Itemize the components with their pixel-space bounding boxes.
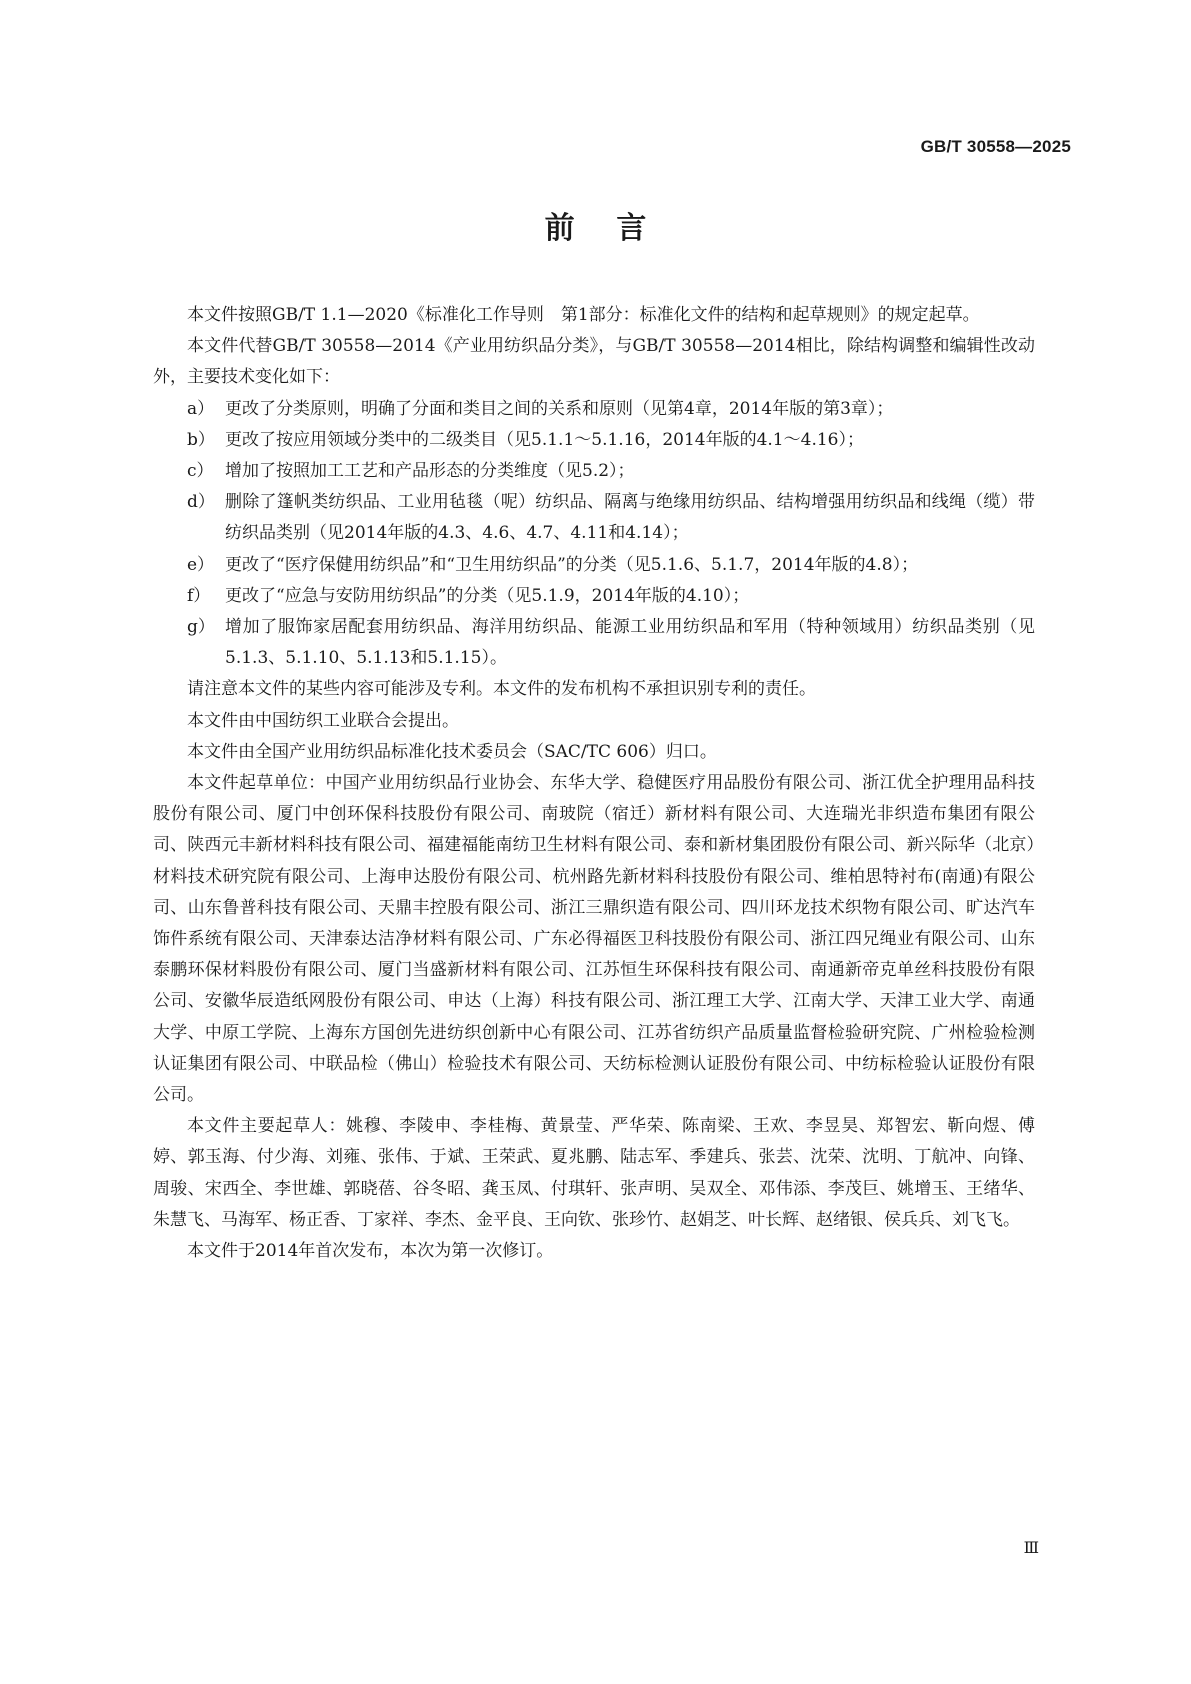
list-text: 更改了按应用领域分类中的二级类目（见5.1.1～5.1.16，2014年版的4.1～4.16）；: [225, 429, 864, 450]
list-marker: a）: [187, 398, 215, 419]
paragraph-managed-by: 本文件由全国产业用纺织品标准化技术委员会（SAC/TC 606）归口。: [187, 741, 717, 762]
paragraph-proposed-by: 本文件由中国纺织工业联合会提出。: [187, 710, 459, 731]
change-item-e: [153, 550, 1035, 581]
document-body: [153, 300, 1035, 1267]
list-text: 更改了“医疗保健用纺织品”和“卫生用纺织品”的分类（见5.1.6、5.1.7，2014年版的4.8）；: [225, 554, 919, 575]
list-marker: c）: [187, 461, 214, 482]
page-number: Ⅲ: [1023, 1538, 1039, 1557]
list-text: 删除了篷帆类纺织品、工业用毡毯（呢）纺织品、隔离与绝缘用纺织品、结构增强用纺织品和线绳（缆）带纺织品类别（见2014年版的4.3、4.6、4.7、4.11和4.14）；: [225, 492, 1035, 544]
list-text: 增加了按照加工工艺和产品形态的分类维度（见5.2）；: [225, 461, 635, 482]
paragraph-drafting-rules: 本文件按照GB/T 1.1—2020《标准化工作导则 第1部分：标准化文件的结构和起草规则》的规定起草。: [187, 305, 980, 325]
change-item-g: [153, 612, 1035, 674]
change-item-b: [153, 425, 1035, 456]
list-marker: d）: [187, 492, 215, 513]
paragraph-drafting-units: 本文件起草单位：中国产业用纺织品行业协会、东华大学、稳健医疗用品股份有限公司、浙江优全护理用品科技股份有限公司、厦门中创环保科技股份有限公司、南玻院（宿迁）新材料有限公司、大连瑞光非织造布集团有限公司、陕西元丰新材料科技有限公司、福建福能南纺卫生材料有限公司、泰和新材集团股份有限公司、新兴际华（北京）材料技术研究院有限公司、上海申达股份有限公司、杭州路先新材料科技股份有限公司、维柏思特衬布(南通)有限公司、山东鲁普科技有限公司、天鼎丰控股有限公司、浙江三鼎织造有限公司、四川环龙技术织物有限公司、旷达汽车饰件系统有限公司、天津泰达洁净材料有限公司、广东必得福医卫科技股份有限公司、浙江四兄绳业有限公司、山东泰鹏环保材料股份有限公司、厦门当盛新材料有限公司、江苏恒生环保科技有限公司、南通新帝克单丝科技股份有限公司、安徽华辰造纸网股份有限公司、申达（上海）科技有限公司、浙江理工大学、江南大学、天津工业大学、南通大学、中原工学院、上海东方国创先进纺织创新中心有限公司、江苏省纺织产品质量监督检验研究院、广州检验检测认证集团有限公司、中联品检（佛山）检验技术有限公司、天纺标检测认证股份有限公司、中纺标检验认证股份有限公司。: [153, 773, 1035, 1106]
list-marker: b）: [187, 429, 215, 450]
page-title: 前 言: [544, 211, 647, 246]
change-item-f: [153, 581, 1035, 612]
paragraph-history: 本文件于2014年首次发布，本次为第一次修订。: [187, 1241, 554, 1262]
paragraph-drafters: 本文件主要起草人：姚穆、李陵申、李桂梅、黄景莹、严华荣、陈南梁、王欢、李昱昊、郑智宏、靳向煜、傅婷、郭玉海、付少海、刘雍、张伟、于斌、王荣武、夏兆鹏、陆志军、季建兵、张芸、沈荣、沈明、丁航冲、向锋、周骏、宋西全、李世雄、郭晓蓓、谷冬昭、龚玉凤、付琪轩、张声明、吴双全、邓伟添、李茂巨、姚增玉、王绪华、朱慧飞、马海军、杨正香、丁家祥、李杰、金平良、王向钦、张珍竹、赵娟芝、叶长辉、赵绪银、侯兵兵、刘飞飞。: [153, 1116, 1035, 1230]
list-text: 更改了分类原则，明确了分面和类目之间的关系和原则（见第4章，2014年版的第3章）；: [225, 398, 894, 419]
list-text: 增加了服饰家居配套用纺织品、海洋用纺织品、能源工业用纺织品和军用（特种领域用）纺织品类别（见5.1.3、5.1.10、5.1.13和5.1.15）。: [225, 617, 1035, 669]
paragraph-replacement: 本文件代替GB/T 30558—2014《产业用纺织品分类》，与GB/T 30558—2014相比，除结构调整和编辑性改动外，主要技术变化如下：: [153, 336, 1035, 388]
change-item-d: [153, 487, 1035, 549]
list-marker: f）: [187, 585, 211, 606]
standard-number: GB/T 30558—2025: [920, 137, 1071, 156]
list-marker: g）: [187, 617, 215, 638]
paragraph-patent-notice: 请注意本文件的某些内容可能涉及专利。本文件的发布机构不承担识别专利的责任。: [187, 679, 816, 700]
list-text: 更改了“应急与安防用纺织品”的分类（见5.1.9，2014年版的4.10）；: [225, 585, 750, 606]
change-item-a: [153, 394, 1035, 425]
change-item-c: [153, 456, 1035, 487]
list-marker: e）: [187, 554, 215, 575]
